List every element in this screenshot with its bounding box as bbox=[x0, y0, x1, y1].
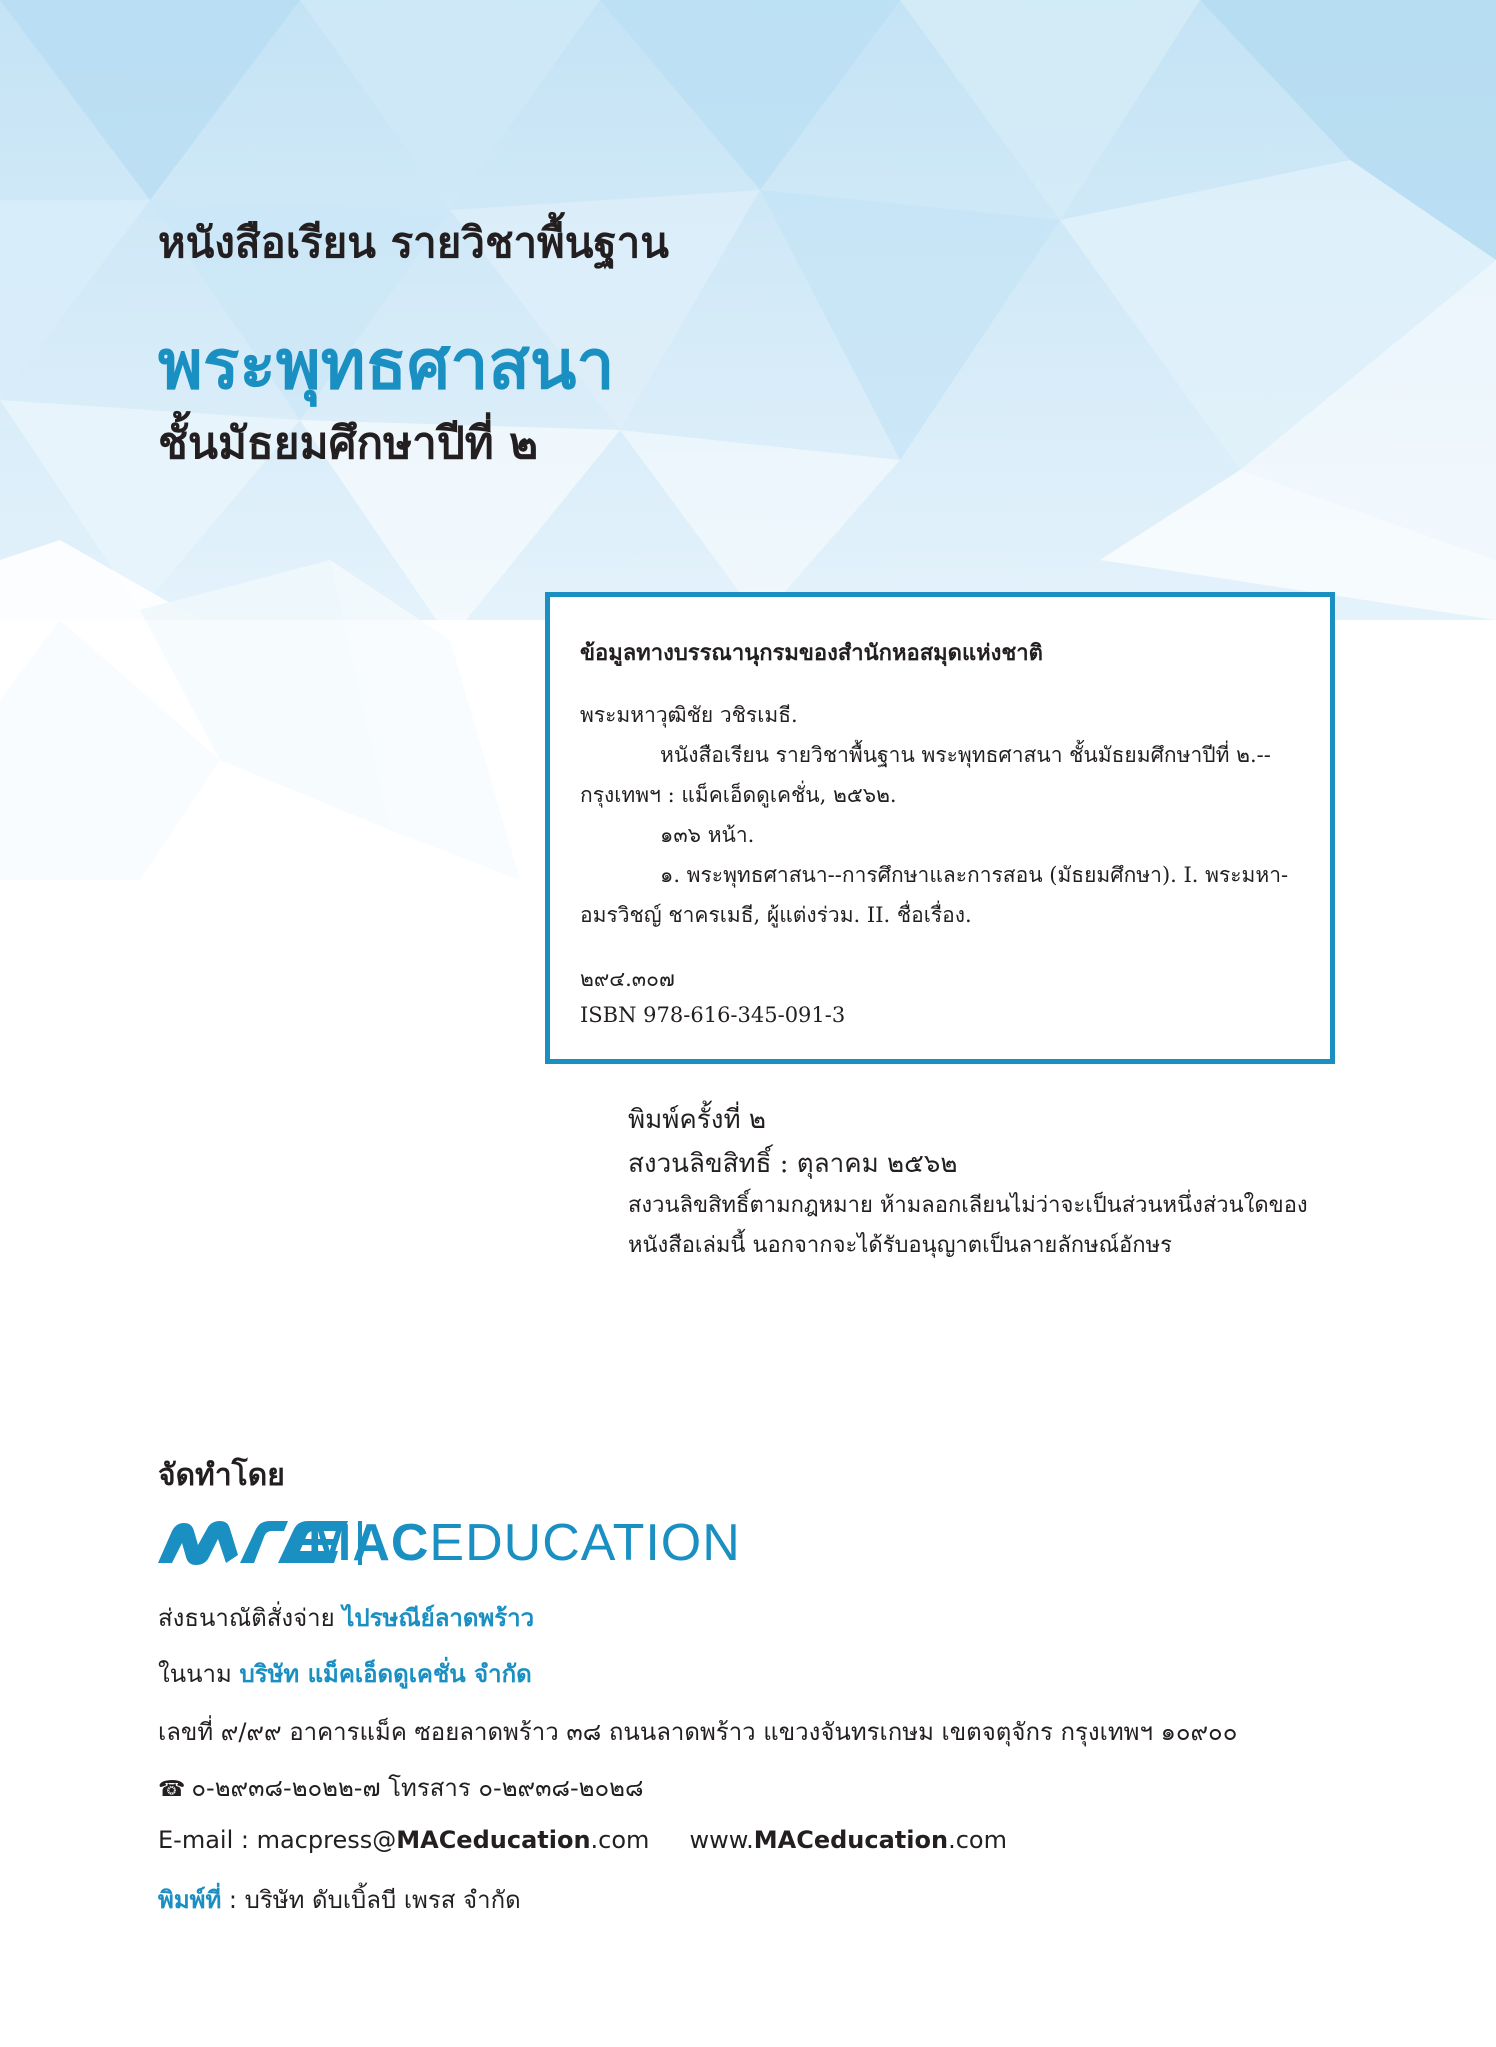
web-prefix: www. bbox=[689, 1826, 754, 1854]
cip-title: หนังสือเรียน รายวิชาพื้นฐาน พระพุทธศาสนา ชั้นมัธยมศึกษาปีที่ ๒.-- bbox=[660, 743, 1271, 767]
copyright-date: สงวนลิขสิทธิ์ : ตุลาคม ๒๕๖๒ bbox=[628, 1149, 958, 1179]
cip-author: พระมหาวุฒิชัย วชิรเมธี. bbox=[580, 703, 798, 727]
payee-name: บริษัท แม็คเอ็ดดูเคชั่น จำกัด bbox=[239, 1660, 532, 1688]
cip-data-box bbox=[545, 592, 1335, 1064]
web-domain-tail: .com bbox=[948, 1826, 1007, 1854]
cip-classification: ๒๙๔.๓๐๗ bbox=[580, 967, 675, 991]
phone-line bbox=[158, 1768, 643, 1807]
web-domain: MACeducation bbox=[753, 1826, 949, 1854]
printer-line bbox=[158, 1880, 521, 1919]
money-order-prefix: ส่งธนาณัติสั่งจ่าย bbox=[158, 1604, 335, 1632]
cip-subjects-line-1: ๑. พระพุทธศาสนา--การศึกษาและการสอน (มัธยมศึกษา). I. พระมหา- bbox=[660, 863, 1289, 887]
grade-level: ชั้นมัธยมศึกษาปีที่ ๒ bbox=[158, 418, 539, 469]
payee-line bbox=[158, 1654, 532, 1693]
payee-prefix: ในนาม bbox=[158, 1660, 232, 1688]
telephone-icon: ☎ bbox=[158, 1777, 186, 1802]
email-domain-tail: .com bbox=[590, 1826, 650, 1854]
email-label: E-mail : bbox=[158, 1826, 257, 1854]
edition: พิมพ์ครั้งที่ ๒ bbox=[628, 1105, 767, 1135]
email-domain: MACeducation bbox=[396, 1826, 591, 1854]
email-web-line bbox=[158, 1826, 1007, 1854]
cip-imprint: กรุงเทพฯ : แม็คเอ็ดดูเคชั่น, ๒๕๖๒. bbox=[580, 783, 897, 807]
cip-heading: ข้อมูลทางบรรณานุกรมของสำนักหอสมุดแห่งชาติ bbox=[580, 640, 1043, 666]
printer-label: พิมพ์ที่ bbox=[158, 1886, 222, 1914]
copyright-notice-line-1: สงวนลิขสิทธิ์ตามกฎหมาย ห้ามลอกเลียนไม่ว่าจะเป็นส่วนหนึ่งส่วนใดของ bbox=[628, 1193, 1308, 1218]
email-user: macpress@ bbox=[256, 1826, 397, 1854]
logo-education: EDUCATION bbox=[429, 1514, 741, 1572]
book-title: พระพุทธศาสนา bbox=[158, 326, 615, 405]
cip-isbn: ISBN 978-616-345-091-3 bbox=[580, 1003, 846, 1027]
money-order-office: ไปรษณีย์ลาดพร้าว bbox=[342, 1604, 535, 1632]
logo-mac: MAC bbox=[308, 1514, 430, 1572]
cip-pages: ๑๓๖ หน้า. bbox=[660, 823, 755, 847]
cip-subjects-line-2: อมรวิชญ์ ชาครเมธี, ผู้แต่งร่วม. II. ชื่อเรื่อง. bbox=[580, 903, 972, 927]
money-order-line bbox=[158, 1598, 534, 1637]
producer-label: จัดทำโดย bbox=[158, 1458, 285, 1493]
subject-heading: หนังสือเรียน รายวิชาพื้นฐาน bbox=[158, 218, 669, 267]
printer-name: : บริษัท ดับเบิ้ลบี เพรส จำกัด bbox=[221, 1886, 521, 1914]
mac-education-wordmark bbox=[308, 1515, 741, 1571]
phone-numbers: ๐-๒๙๓๘-๒๐๒๒-๗ โทรสาร ๐-๒๙๓๘-๒๐๒๘ bbox=[191, 1774, 644, 1802]
address: เลขที่ ๙/๙๙ อาคารแม็ค ซอยลาดพร้าว ๓๘ ถนนลาดพร้าว แขวงจันทรเกษม เขตจตุจักร กรุงเทพฯ ๑๐๙๐๐ bbox=[158, 1718, 1238, 1746]
copyright-notice-line-2: หนังสือเล่มนี้ นอกจากจะได้รับอนุญาตเป็นลายลักษณ์อักษร bbox=[628, 1233, 1172, 1258]
print-info bbox=[628, 1098, 1308, 1266]
